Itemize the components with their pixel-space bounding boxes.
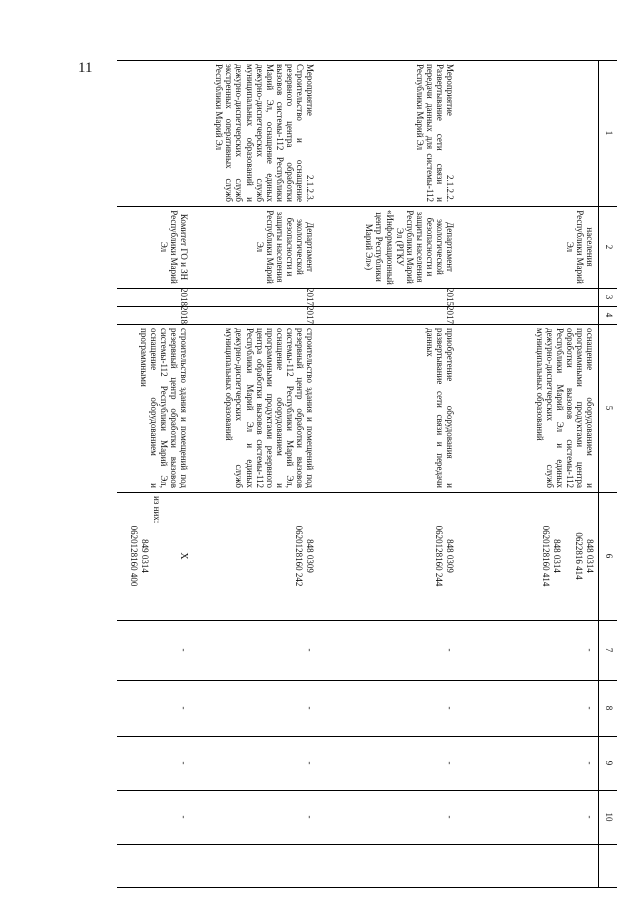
responsible-cell: Комитет ГО и ЗН Республики Марий Эл bbox=[158, 210, 189, 284]
total-mark: X bbox=[178, 552, 189, 560]
table-row bbox=[318, 60, 458, 888]
budget-code: 0622816 414 bbox=[574, 532, 584, 580]
header-col-6: 6 bbox=[604, 553, 614, 559]
table-row bbox=[117, 60, 192, 888]
value-cell: - bbox=[445, 648, 455, 652]
header-col-8: 8 bbox=[604, 705, 614, 711]
header-col-7: 7 bbox=[604, 647, 614, 653]
budget-code: 848 0314 bbox=[585, 539, 595, 573]
value-cell: - bbox=[305, 761, 315, 765]
task-cell: приобретение оборудования и развертывание сети связи и передачи данных bbox=[424, 328, 455, 488]
budget-code: 0620128160 242 bbox=[294, 525, 304, 587]
budget-code: 848 0314 bbox=[552, 539, 562, 573]
value-cell: - bbox=[305, 706, 315, 710]
value-cell: - bbox=[305, 648, 315, 652]
header-col-10: 10 bbox=[604, 812, 614, 822]
budget-code: 848 0309 bbox=[305, 539, 315, 573]
header-col-5: 5 bbox=[604, 405, 614, 411]
page-number: 11 bbox=[78, 60, 93, 76]
value-cell: - bbox=[585, 706, 595, 710]
responsible-cell: Департамент экологической безопасности и защиты населения Республики Марий Эл bbox=[254, 210, 315, 284]
value-cell: - bbox=[445, 761, 455, 765]
budget-code: 0620128160 414 bbox=[541, 525, 551, 587]
value-cell: - bbox=[445, 706, 455, 710]
budget-code: 848 0309 bbox=[445, 539, 455, 573]
task-cell: оснащение оборудованием и программными продуктами центра обработки вызовов системы-112 Республики Марий Эл и единых дежурно-диспетчерских служб муниципальных образований bbox=[534, 328, 595, 488]
value-cell: - bbox=[585, 761, 595, 765]
header-col-2: 2 bbox=[604, 244, 614, 250]
value-cell: - bbox=[445, 815, 455, 819]
header-row bbox=[598, 60, 617, 888]
end-year: 2017 bbox=[305, 306, 315, 324]
program-table bbox=[117, 60, 617, 888]
end-year: 2017 bbox=[445, 306, 455, 324]
table-row bbox=[458, 60, 598, 888]
start-year: 2018 bbox=[179, 288, 189, 306]
value-cell: - bbox=[585, 648, 595, 652]
task-cell: строительство здания и помещений под резервный центр обработки вызовов системы-112 Республики Марий Эл, оснащение оборудованием и программными продуктами резервного центра обработки вызовов системы-112 Республики Марий Эл и единых дежурно-диспетчерских служб муниципальных образований bbox=[224, 328, 315, 488]
value-cell: - bbox=[179, 648, 189, 652]
responsible-cell: населения Республики Марий Эл bbox=[564, 210, 595, 284]
table-row bbox=[192, 60, 318, 888]
start-year: 2015 bbox=[445, 288, 455, 306]
budget-code: 849 0314 bbox=[140, 539, 150, 573]
budget-label: из них: bbox=[152, 496, 162, 524]
value-cell: - bbox=[305, 815, 315, 819]
budget-code: 0620128160 400 bbox=[129, 525, 139, 587]
task-cell: строительство здания и помещений под резервный центр обработки вызовов системы-112 Республики Марий Эл, оснащение оборудованием и программными bbox=[138, 328, 189, 488]
header-col-4: 4 bbox=[604, 312, 614, 318]
value-cell: - bbox=[179, 706, 189, 710]
start-year: 2017 bbox=[305, 288, 315, 306]
responsible-cell: Департамент экологической безопасности и защиты населения Республики Марий Эл (РГКУ «Информационный центр Республики Марий Эл») bbox=[364, 210, 455, 285]
header-col-9: 9 bbox=[604, 760, 614, 766]
header-col-1: 1 bbox=[604, 130, 614, 136]
budget-code: 0620128160 244 bbox=[434, 525, 444, 587]
activity-cell: Мероприятие 2.1.2.2. Развертывание сети связи и передачи данных для системы-112 Республики Марий Эл bbox=[414, 64, 455, 202]
value-cell: - bbox=[179, 761, 189, 765]
activity-cell: Мероприятие 2.1.2.3. Строительство и оснащение резервного центра обработки вызовов системы-112 Республики Марий Эл, оснащение единых дежурно-диспетчерских служб муниципальных образований и дежурно-диспетчерских служб экстренных оперативных служб Республики Марий Эл bbox=[214, 64, 315, 202]
value-cell: - bbox=[585, 815, 595, 819]
end-year: 2018 bbox=[179, 306, 189, 324]
header-col-3: 3 bbox=[604, 294, 614, 300]
value-cell: - bbox=[179, 815, 189, 819]
